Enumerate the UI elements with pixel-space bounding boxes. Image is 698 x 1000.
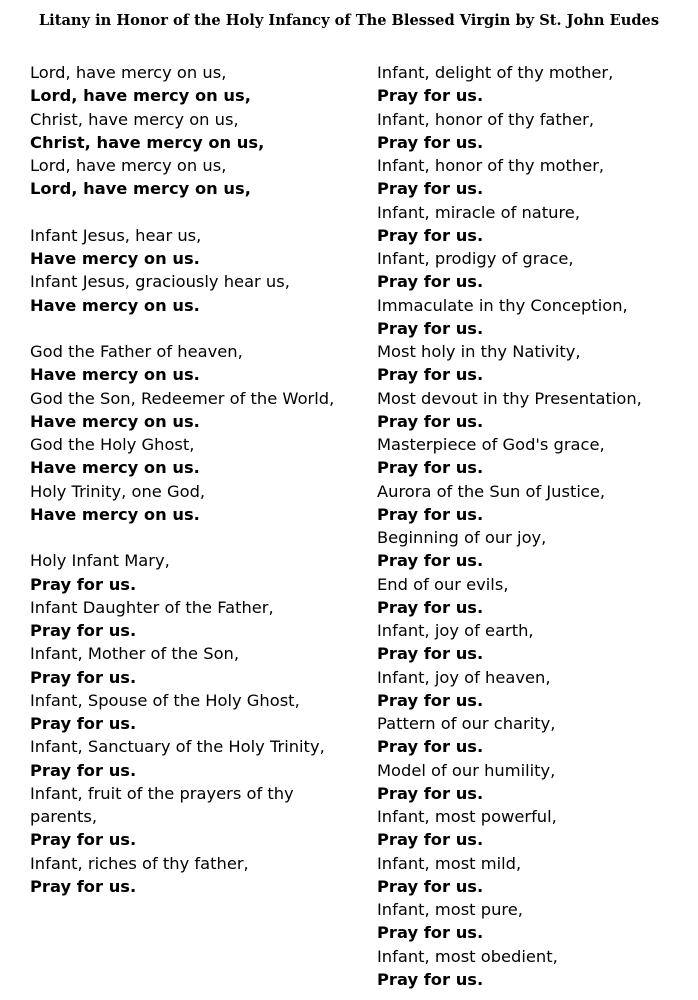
litany-response: Lord, have mercy on us, [30, 86, 251, 106]
litany-response: Pray for us. [377, 969, 484, 989]
litany-invocation: Infant, miracle of nature, [377, 202, 580, 222]
litany-response: Pray for us. [377, 458, 484, 478]
litany-invocation: Infant, honor of thy mother, [377, 156, 605, 175]
litany-response: Have mercy on us. [30, 458, 200, 478]
litany-response: Pray for us. [377, 830, 484, 850]
litany-response: Pray for us. [377, 876, 484, 896]
litany-response: Have mercy on us. [30, 249, 200, 268]
litany-invocation: Holy Trinity, one God, [30, 481, 206, 501]
litany-invocation: God the Son, Redeemer of the World, [30, 388, 335, 408]
litany-invocation: Infant, Mother of the Son, [30, 644, 240, 664]
litany-response: Christ, have mercy on us, [30, 132, 265, 152]
litany-response: Pray for us. [377, 551, 484, 571]
litany-response: Pray for us. [377, 411, 484, 431]
litany-response: Pray for us. [377, 597, 484, 617]
litany-response: Pray for us. [377, 272, 484, 292]
litany-response: Pray for us. [377, 690, 484, 710]
litany-invocation: Beginning of our joy, [377, 528, 547, 547]
litany-response: Pray for us. [377, 225, 484, 245]
litany-response: Pray for us. [30, 667, 137, 687]
litany-response: Pray for us. [377, 86, 484, 106]
litany-response: Pray for us. [377, 783, 484, 803]
litany-invocation: Infant Daughter of the Father, [30, 597, 274, 617]
litany-response: Have mercy on us. [30, 295, 200, 315]
document-title: Litany in Honor of the Holy Infancy of The Blessed Virgin by St. John Eudes [38, 12, 660, 29]
litany-response: Lord, have mercy on us, [30, 179, 251, 199]
stanza-gap [30, 201, 360, 224]
litany-invocation: Infant, honor of thy father, [377, 109, 594, 129]
litany-response: Pray for us. [377, 318, 484, 338]
litany-invocation: Christ, have mercy on us, [30, 109, 239, 129]
stanza-gap [30, 317, 360, 340]
litany-response: Pray for us. [30, 876, 137, 896]
litany-invocation: Aurora of the Sun of Justice, [377, 481, 606, 501]
litany-invocation: Most holy in thy Nativity, [377, 342, 581, 361]
litany-invocation: Infant, most pure, [377, 900, 523, 919]
litany-response: Pray for us. [377, 923, 484, 943]
litany-response: Pray for us. [30, 830, 137, 850]
litany-invocation: Infant, delight of thy mother, [377, 63, 614, 82]
litany-response: Pray for us. [377, 179, 484, 199]
litany-invocation: Infant, most obedient, [377, 946, 558, 966]
litany-invocation: Pattern of our charity, [377, 714, 556, 733]
litany-invocation: End of our evils, [377, 574, 509, 594]
litany-response: Pray for us. [377, 644, 484, 664]
litany-invocation: God the Father of heaven, [30, 342, 243, 361]
litany-invocation: Infant, Spouse of the Holy Ghost, [30, 690, 300, 710]
litany-invocation: Infant, most powerful, [377, 807, 557, 826]
litany-response: Pray for us. [30, 714, 137, 733]
litany-invocation: Infant, fruit of the prayers of thy [30, 783, 294, 803]
litany-right-column [377, 61, 692, 991]
litany-response: Have mercy on us. [30, 504, 200, 524]
litany-invocation: Masterpiece of God's grace, [377, 435, 605, 454]
litany-invocation: Infant, riches of thy father, [30, 853, 249, 873]
litany-response: Pray for us. [30, 621, 137, 640]
litany-invocation: Infant, joy of earth, [377, 621, 534, 640]
stanza-gap [30, 526, 360, 549]
litany-response: Pray for us. [30, 574, 137, 594]
litany-invocation: Infant, most mild, [377, 853, 522, 873]
litany-response: Have mercy on us. [30, 365, 200, 385]
litany-invocation: Infant, joy of heaven, [377, 667, 551, 687]
litany-response: Pray for us. [377, 365, 484, 385]
litany-response: Pray for us. [30, 760, 137, 780]
litany-invocation: Infant, prodigy of grace, [377, 249, 574, 268]
litany-invocation: Infant Jesus, hear us, [30, 225, 202, 245]
litany-response: Pray for us. [377, 504, 484, 524]
litany-invocation: parents, [30, 807, 98, 826]
litany-invocation: Model of our humility, [377, 760, 556, 780]
litany-left-column [30, 61, 360, 898]
litany-invocation: Lord, have mercy on us, [30, 156, 227, 175]
litany-invocation: God the Holy Ghost, [30, 435, 195, 454]
litany-invocation: Most devout in thy Presentation, [377, 388, 642, 408]
litany-response: Pray for us. [377, 132, 484, 152]
litany-invocation: Holy Infant Mary, [30, 551, 170, 571]
litany-invocation: Infant, Sanctuary of the Holy Trinity, [30, 737, 325, 757]
litany-invocation: Infant Jesus, graciously hear us, [30, 272, 290, 292]
litany-invocation: Immaculate in thy Conception, [377, 295, 628, 315]
litany-invocation: Lord, have mercy on us, [30, 63, 227, 82]
litany-response: Have mercy on us. [30, 411, 200, 431]
litany-response: Pray for us. [377, 737, 484, 757]
